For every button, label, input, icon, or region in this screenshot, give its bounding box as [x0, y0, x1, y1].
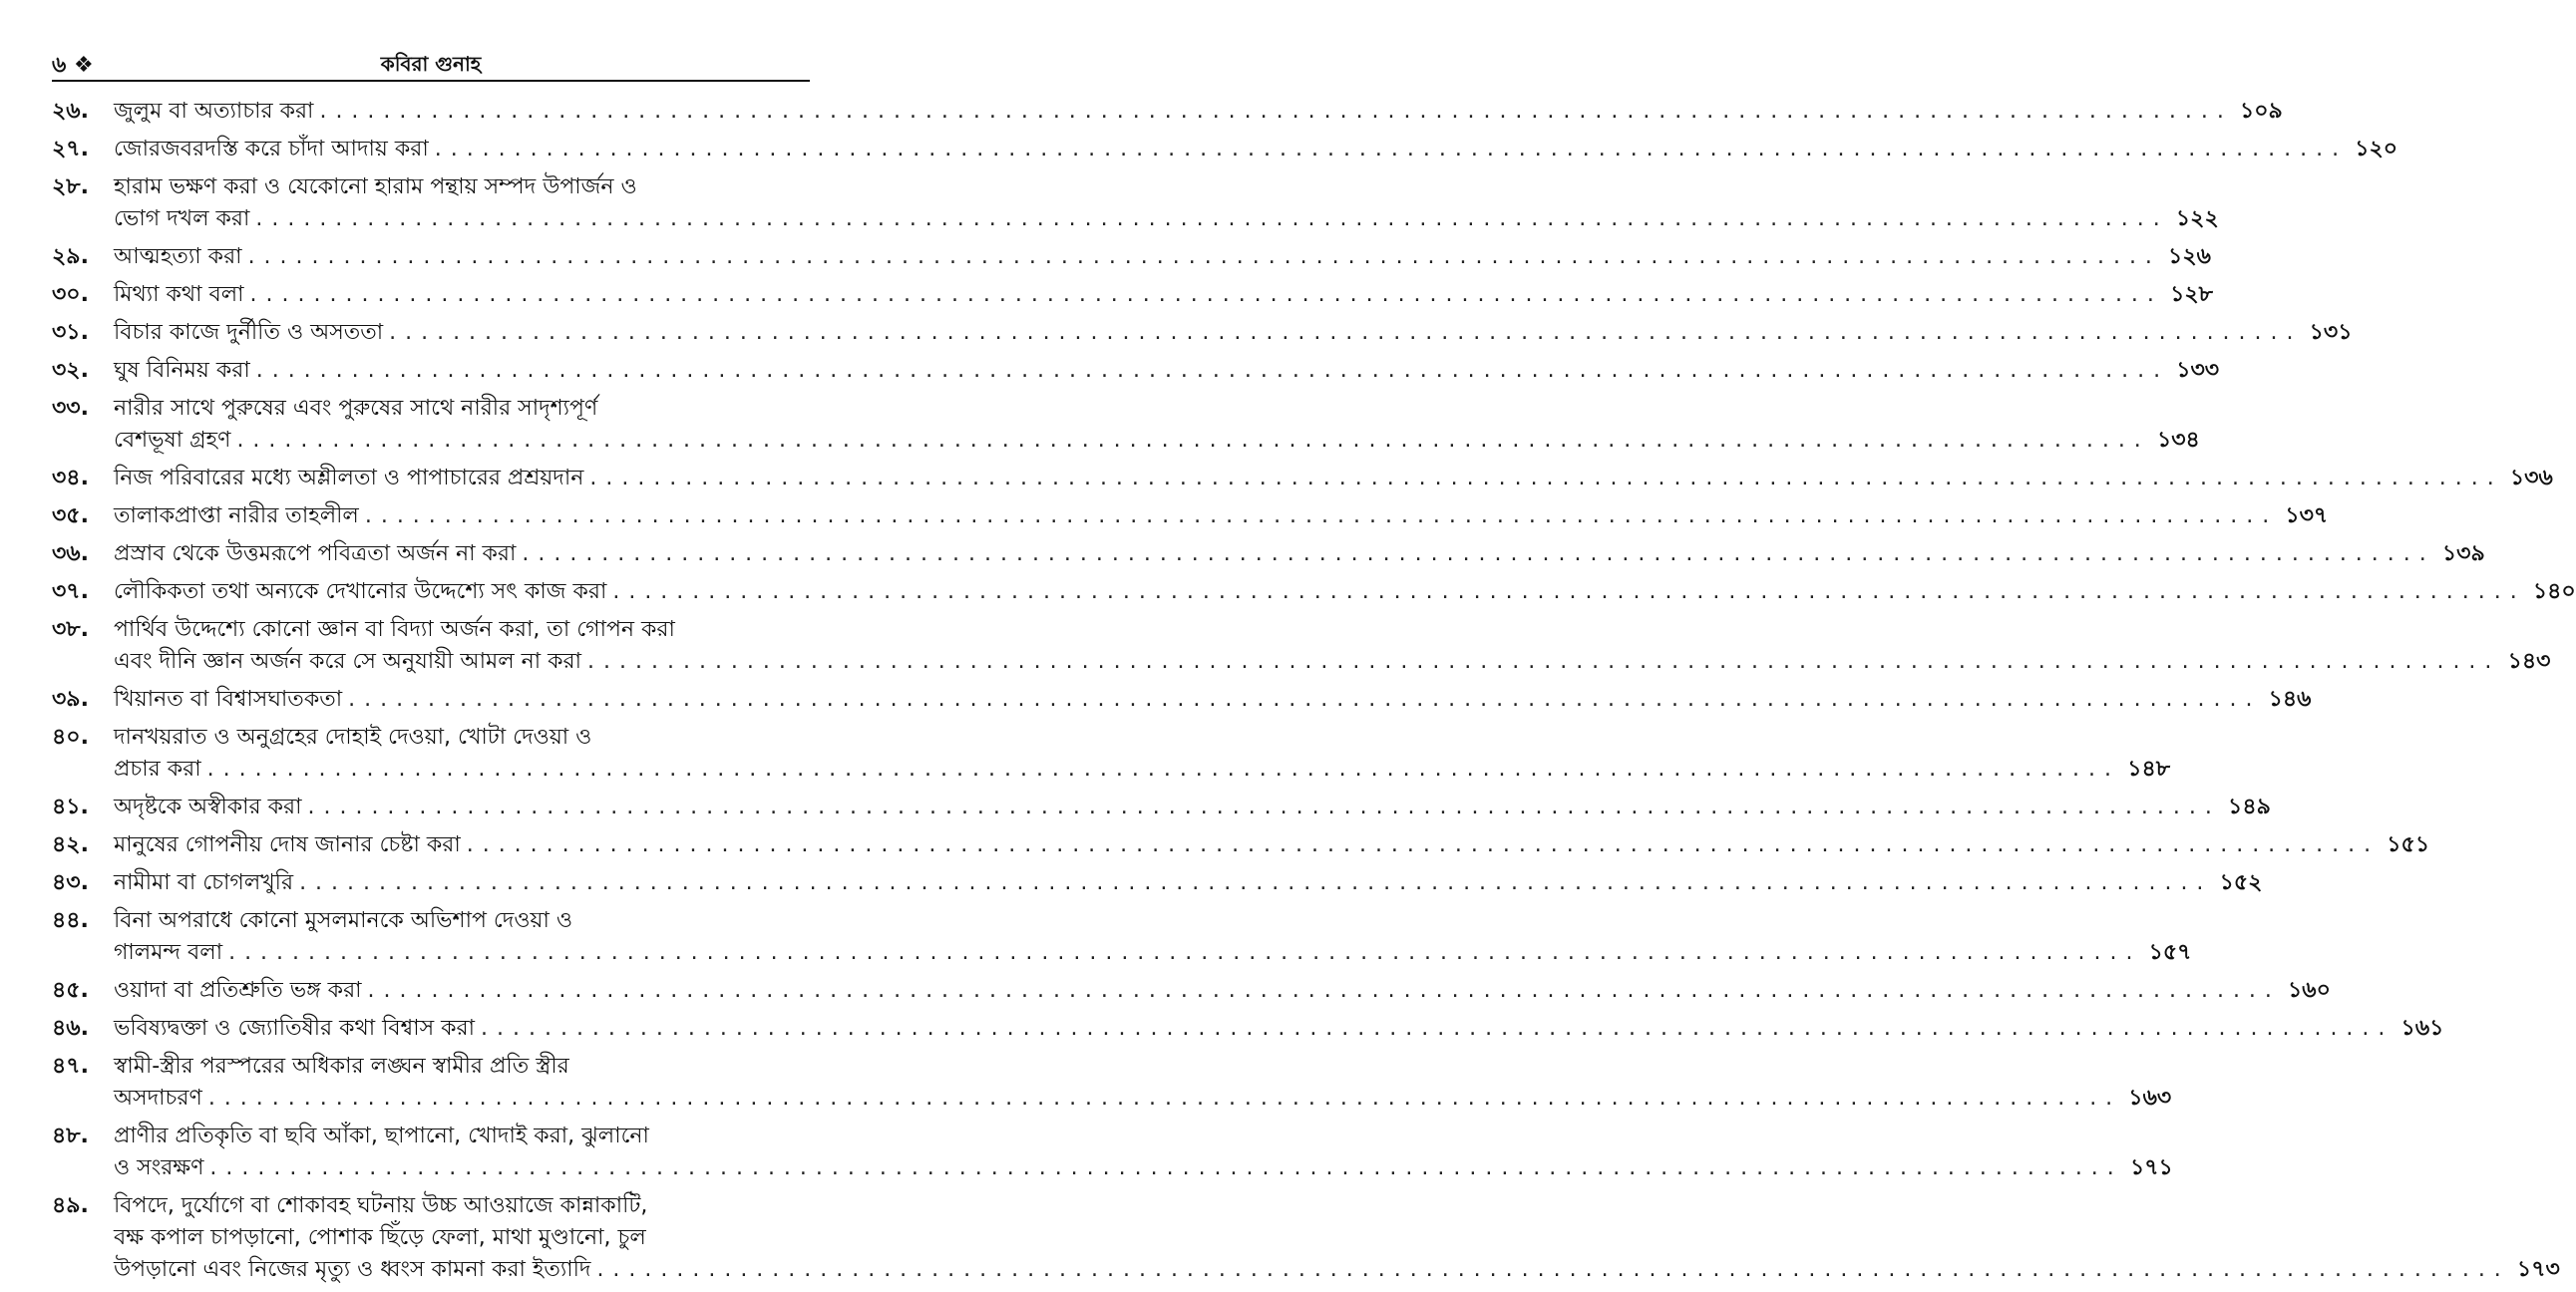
toc-entry-title: হারাম ভক্ষণ করা ও যেকোনো হারাম পন্থায় সম্পদ উপার্জন ও: [114, 174, 637, 199]
toc-entry: [52, 355, 2220, 387]
toc-entry: [52, 684, 2312, 716]
toc-entry: [52, 975, 2331, 1007]
toc-entry: [52, 241, 2211, 273]
toc-entry-title: বিপদে, দুর্যোগে বা শোকাবহ ঘটনায় উচ্চ আওয়াজে কান্নাকাটি,: [114, 1193, 648, 1218]
toc-entry-number: ৩৩.: [52, 396, 89, 421]
toc-page-number: ১৬১: [2400, 1016, 2444, 1041]
toc-entry-title: অদৃষ্টকে অস্বীকার করা: [114, 795, 302, 819]
dot-leader: . . . . . . . . . . . . . . . . . . . . . . . . . . . . . . . . . . . . . . . . . . . . . . . . . . . . . . . . . . . . . . . . . . . . . . . . . . . . . . . . . . . . . . . . . . . . . . . . . . . . . . . . . . . . . . . . . . . . . . . .: [389, 320, 2295, 345]
toc-entry: [52, 614, 2551, 678]
table-of-contents: [52, 96, 2576, 1292]
toc-line: [52, 754, 2171, 786]
toc-entry-number: ৩১.: [52, 320, 89, 345]
toc-line: [52, 1013, 2444, 1045]
toc-entry: [52, 1121, 2173, 1184]
page-number: ৬ ❖: [52, 53, 94, 78]
toc-entry: [52, 279, 2213, 311]
toc-entry-number: ২৭.: [52, 137, 89, 162]
toc-page-number: ১৪০: [2532, 579, 2576, 604]
toc-entry-title: ভবিষ্যদ্বক্তা ও জ্যোতিষীর কথা বিশ্বাস করা: [114, 1016, 476, 1041]
dot-leader: . . . . . . . . . . . . . . . . . . . . . . . . . . . . . . . . . . . . . . . . . . . . . . . . . . . . . . . . . . . . . . . . . . . . . . . . . . . . . . . . . . . . . . . . . . . . . . . . . . . . . . . . . . . . . . . . . . . . . . . .: [307, 795, 2213, 819]
dot-leader: . . . . . . . . . . . . . . . . . . . . . . . . . . . . . . . . . . . . . . . . . . . . . . . . . . . . . . . . . . . . . . . . . . . . . . . . . . . . . . . . . . . . . . . . . . . . . . . . . . . . . . . . . . . . . . . . . . . . . . . .: [612, 579, 2518, 604]
toc-entry-number: ৩৮.: [52, 617, 89, 642]
toc-entry: [52, 500, 2329, 532]
toc-line: [52, 500, 2329, 532]
toc-page-number: ১৪৮: [2127, 757, 2171, 782]
toc-entry-number: ৪১.: [52, 795, 89, 819]
toc-entry-number: ৪৬.: [52, 1016, 89, 1041]
dot-leader: . . . . . . . . . . . . . . . . . . . . . . . . . . . . . . . . . . . . . . . . . . . . . . . . . . . . . . . . . . . . . . . . . . . . . . . . . . . . . . . . . . . . . . . . . . . . . . . . . . . . . . . . . . . . . . . . . . . . . . . .: [255, 358, 2162, 383]
toc-entry: [52, 829, 2430, 861]
toc-entry-number: ৪৮.: [52, 1124, 89, 1148]
toc-line: [52, 792, 2271, 823]
toc-line: [52, 722, 810, 754]
dot-leader: . . . . . . . . . . . . . . . . . . . . . . . . . . . . . . . . . . . . . . . . . . . . . . . . . . . . . . . . . . . . . . . . . . . . . . . . . . . . . . . . . . . . . . . . . . . . . . . . . . . . . . . . . . . . . . . . . . . . . . . .: [228, 940, 2134, 965]
toc-page-number: ১৪৩: [2507, 649, 2551, 674]
toc-entry-title: প্রচার করা: [114, 757, 201, 782]
dot-leader: . . . . . . . . . . . . . . . . . . . . . . . . . . . . . . . . . . . . . . . . . . . . . . . . . . . . . . . . . . . . . . . . . . . . . . . . . . . . . . . . . . . . . . . . . . . . . . . . . . . . . . . . . . . . . . . . . . . . . . . .: [319, 99, 2225, 124]
toc-entry-number: ৪৫.: [52, 978, 89, 1003]
toc-line: [52, 937, 2192, 969]
toc-entry: [52, 317, 2353, 349]
toc-entry: [52, 1013, 2444, 1045]
toc-line: [52, 1051, 810, 1083]
toc-entry: [52, 792, 2271, 823]
dot-leader: . . . . . . . . . . . . . . . . . . . . . . . . . . . . . . . . . . . . . . . . . . . . . . . . . . . . . . . . . . . . . . . . . . . . . . . . . . . . . . . . . . . . . . . . . . . . . . . . . . . . . . . . . . . . . . . . . . . . . . . .: [367, 978, 2273, 1003]
toc-entry-title: মিথ্যা কথা বলা: [114, 282, 244, 307]
toc-page-number: ১৪৬: [2268, 687, 2312, 712]
toc-entry-title: বক্ষ কপাল চাপড়ানো, পোশাক ছিঁড়ে ফেলা, মাথা মুণ্ডানো, চুল: [114, 1225, 646, 1250]
toc-entry-title: লৌকিকতা তথা অন্যকে দেখানোর উদ্দেশ্যে সৎ কাজ করা: [114, 579, 607, 604]
toc-page-number: ১৩৪: [2156, 428, 2200, 453]
toc-entry: [52, 1051, 2172, 1115]
toc-entry-title: ওয়াদা বা প্রতিশ্রুতি ভঙ্গ করা: [114, 978, 362, 1003]
toc-entry-number: ৩২.: [52, 358, 89, 383]
toc-line: [52, 867, 2263, 899]
toc-entry-title: বিচার কাজে দুর্নীতি ও অসততা: [114, 320, 384, 345]
toc-page-number: ১৬৩: [2128, 1086, 2172, 1111]
toc-entry-title: প্রাণীর প্রতিকৃতি বা ছবি আঁকা, ছাপানো, খোদাই করা, ঝুলানো: [114, 1124, 649, 1148]
toc-entry-title: বেশভূষা গ্রহণ: [114, 428, 231, 453]
toc-entry-number: ৩০.: [52, 282, 89, 307]
toc-line: [52, 393, 810, 425]
toc-line: [52, 646, 2551, 678]
toc-entry-number: ২৬.: [52, 99, 89, 124]
toc-line: [52, 1222, 810, 1254]
toc-entry: [52, 171, 2219, 235]
toc-page-number: ১৫১: [2387, 832, 2430, 857]
dot-leader: . . . . . . . . . . . . . . . . . . . . . . . . . . . . . . . . . . . . . . . . . . . . . . . . . . . . . . . . . . . . . . . . . . . . . . . . . . . . . . . . . . . . . . . . . . . . . . . . . . . . . . . . . . . . . . . . . . . . . . . .: [364, 503, 2271, 528]
dot-leader: . . . . . . . . . . . . . . . . . . . . . . . . . . . . . . . . . . . . . . . . . . . . . . . . . . . . . . . . . . . . . . . . . . . . . . . . . . . . . . . . . . . . . . . . . . . . . . . . . . . . . . . . . . . . . . . . . . . . . . . .: [247, 244, 2153, 269]
toc-entry-number: ৩৯.: [52, 687, 89, 712]
dot-leader: . . . . . . . . . . . . . . . . . . . . . . . . . . . . . . . . . . . . . . . . . . . . . . . . . . . . . . . . . . . . . . . . . . . . . . . . . . . . . . . . . . . . . . . . . . . . . . . . . . . . . . . . . . . . . . . . . . . . . . . .: [207, 1086, 2114, 1111]
toc-line: [52, 538, 2485, 570]
toc-entry-number: ২৮.: [52, 174, 89, 199]
toc-entry: [52, 1190, 2560, 1286]
toc-entry-title: পার্থিব উদ্দেশ্যে কোনো জ্ঞান বা বিদ্যা অর্জন করা, তা গোপন করা: [114, 617, 675, 642]
toc-entry-number: ৩৫.: [52, 503, 89, 528]
toc-line: [52, 463, 2553, 494]
toc-entry-title: মানুষের গোপনীয় দোষ জানার চেষ্টা করা: [114, 832, 461, 857]
toc-entry: [52, 96, 2283, 128]
dot-leader: . . . . . . . . . . . . . . . . . . . . . . . . . . . . . . . . . . . . . . . . . . . . . . . . . . . . . . . . . . . . . . . . . . . . . . . . . . . . . . . . . . . . . . . . . . . . . . . . . . . . . . . . . . . . . . . . . . . . . . . .: [587, 649, 2493, 674]
toc-page-number: ১২৮: [2170, 282, 2213, 307]
dot-leader: . . . . . . . . . . . . . . . . . . . . . . . . . . . . . . . . . . . . . . . . . . . . . . . . . . . . . . . . . . . . . . . . . . . . . . . . . . . . . . . . . . . . . . . . . . . . . . . . . . . . . . . . . . . . . . . . . . . . . . . .: [209, 1155, 2115, 1180]
toc-entry-title: এবং দীনি জ্ঞান অর্জন করে সে অনুযায়ী আমল না করা: [114, 649, 582, 674]
toc-entry: [52, 393, 2200, 457]
toc-line: [52, 241, 2211, 273]
toc-entry: [52, 867, 2263, 899]
toc-line: [52, 905, 810, 937]
toc-entry-number: ৪২.: [52, 832, 89, 857]
toc-entry-title: স্বামী-স্ত্রীর পরস্পরের অধিকার লঙ্ঘন স্বামীর প্রতি স্ত্রীর: [114, 1054, 569, 1079]
toc-entry-number: ২৯.: [52, 244, 89, 269]
toc-entry-number: ৪৭.: [52, 1054, 89, 1079]
toc-entry-title: অসদাচরণ: [114, 1086, 202, 1111]
dot-leader: . . . . . . . . . . . . . . . . . . . . . . . . . . . . . . . . . . . . . . . . . . . . . . . . . . . . . . . . . . . . . . . . . . . . . . . . . . . . . . . . . . . . . . . . . . . . . . . . . . . . . . . . . . . . . . . . . . . . . . . .: [255, 206, 2161, 231]
toc-line: [52, 425, 2200, 457]
toc-line: [52, 279, 2213, 311]
toc-page-number: ১৩৭: [2285, 503, 2329, 528]
dot-leader: . . . . . . . . . . . . . . . . . . . . . . . . . . . . . . . . . . . . . . . . . . . . . . . . . . . . . . . . . . . . . . . . . . . . . . . . . . . . . . . . . . . . . . . . . . . . . . . . . . . . . . . . . . . . . . . . . . . . . . . .: [522, 541, 2427, 566]
dot-leader: . . . . . . . . . . . . . . . . . . . . . . . . . . . . . . . . . . . . . . . . . . . . . . . . . . . . . . . . . . . . . . . . . . . . . . . . . . . . . . . . . . . . . . . . . . . . . . . . . . . . . . . . . . . . . . . . . . . . . . . .: [481, 1016, 2387, 1041]
toc-entry-title: উপড়ানো এবং নিজের মৃত্যু ও ধ্বংস কামনা করা ইত্যাদি: [114, 1257, 591, 1282]
toc-entry-title: জুলুম বা অত্যাচার করা: [114, 99, 314, 124]
toc-line: [52, 1254, 2560, 1286]
toc-page-number: ১৩৩: [2176, 358, 2220, 383]
toc-page-number: ১৩৬: [2509, 466, 2553, 490]
toc-page-number: ১৫২: [2219, 870, 2263, 895]
toc-page-number: ১২২: [2175, 206, 2219, 231]
toc-line: [52, 1083, 2172, 1115]
toc-entry: [52, 905, 2192, 969]
toc-entry-number: ৩৭.: [52, 579, 89, 604]
toc-line: [52, 171, 810, 203]
toc-line: [52, 1121, 810, 1152]
toc-page-number: ১০৯: [2239, 99, 2283, 124]
toc-entry-title: জোরজবরদস্তি করে চাঁদা আদায় করা: [114, 137, 429, 162]
toc-page-number: ১৭১: [2129, 1155, 2173, 1180]
toc-entry-title: তালাকপ্রাপ্তা নারীর তাহলীল: [114, 503, 359, 528]
toc-entry-title: গালমন্দ বলা: [114, 940, 223, 965]
toc-line: [52, 975, 2331, 1007]
dot-leader: . . . . . . . . . . . . . . . . . . . . . . . . . . . . . . . . . . . . . . . . . . . . . . . . . . . . . . . . . . . . . . . . . . . . . . . . . . . . . . . . . . . . . . . . . . . . . . . . . . . . . . . . . . . . . . . . . . . . . . . .: [236, 428, 2142, 453]
dot-leader: . . . . . . . . . . . . . . . . . . . . . . . . . . . . . . . . . . . . . . . . . . . . . . . . . . . . . . . . . . . . . . . . . . . . . . . . . . . . . . . . . . . . . . . . . . . . . . . . . . . . . . . . . . . . . . . . . . . . . . . .: [434, 137, 2341, 162]
toc-page-number: ১৪৯: [2228, 795, 2271, 819]
toc-entry-number: ৪৩.: [52, 870, 89, 895]
page-header: [52, 44, 810, 82]
toc-page-number: ১২০: [2355, 137, 2398, 162]
toc-entry: [52, 538, 2485, 570]
toc-entry-title: ঘুষ বিনিময় করা: [114, 358, 250, 383]
dot-leader: . . . . . . . . . . . . . . . . . . . . . . . . . . . . . . . . . . . . . . . . . . . . . . . . . . . . . . . . . . . . . . . . . . . . . . . . . . . . . . . . . . . . . . . . . . . . . . . . . . . . . . . . . . . . . . . . . . . . . . . .: [466, 832, 2373, 857]
toc-entry-number: ৪৪.: [52, 908, 89, 933]
toc-entry-title: আত্মহত্যা করা: [114, 244, 242, 269]
toc-entry-title: প্রস্রাব থেকে উত্তমরূপে পবিত্রতা অর্জন না করা: [114, 541, 517, 566]
toc-line: [52, 134, 2398, 165]
toc-page-number: ১৫৭: [2148, 940, 2192, 965]
toc-entry-number: ৩৬.: [52, 541, 89, 566]
toc-entry-number: ৪৯.: [52, 1193, 89, 1218]
toc-entry: [52, 463, 2553, 494]
toc-line: [52, 1190, 810, 1222]
toc-entry-number: ৩৪.: [52, 466, 89, 490]
dot-leader: . . . . . . . . . . . . . . . . . . . . . . . . . . . . . . . . . . . . . . . . . . . . . . . . . . . . . . . . . . . . . . . . . . . . . . . . . . . . . . . . . . . . . . . . . . . . . . . . . . . . . . . . . . . . . . . . . . . . . . . .: [348, 687, 2254, 712]
toc-page-number: ১৬০: [2288, 978, 2331, 1003]
toc-page-number: ১২৬: [2168, 244, 2211, 269]
toc-line: [52, 96, 2283, 128]
dot-leader: . . . . . . . . . . . . . . . . . . . . . . . . . . . . . . . . . . . . . . . . . . . . . . . . . . . . . . . . . . . . . . . . . . . . . . . . . . . . . . . . . . . . . . . . . . . . . . . . . . . . . . . . . . . . . . . . . . . . . . . .: [299, 870, 2205, 895]
toc-line: [52, 829, 2430, 861]
toc-entry-title: বিনা অপরাধে কোনো মুসলমানকে অভিশাপ দেওয়া ও: [114, 908, 573, 933]
toc-entry-title: নিজ পরিবারের মধ্যে অশ্লীলতা ও পাপাচারের প্রশ্রয়দান: [114, 466, 584, 490]
toc-line: [52, 684, 2312, 716]
dot-leader: . . . . . . . . . . . . . . . . . . . . . . . . . . . . . . . . . . . . . . . . . . . . . . . . . . . . . . . . . . . . . . . . . . . . . . . . . . . . . . . . . . . . . . . . . . . . . . . . . . . . . . . . . . . . . . . . . . . . . . . .: [206, 757, 2113, 782]
toc-entry-title: ও সংরক্ষণ: [114, 1155, 204, 1180]
toc-line: [52, 203, 2219, 235]
toc-line: [52, 317, 2353, 349]
toc-page-number: ১৭৩: [2516, 1257, 2560, 1282]
toc-page-number: ১৩৯: [2441, 541, 2485, 566]
toc-entry-title: নারীর সাথে পুরুষের এবং পুরুষের সাথে নারীর সাদৃশ্যপূর্ণ: [114, 396, 598, 421]
toc-entry-number: ৪০.: [52, 725, 89, 750]
toc-line: [52, 355, 2220, 387]
toc-line: [52, 614, 810, 646]
toc-entry: [52, 134, 2398, 165]
toc-entry-title: ভোগ দখল করা: [114, 206, 250, 231]
dot-leader: . . . . . . . . . . . . . . . . . . . . . . . . . . . . . . . . . . . . . . . . . . . . . . . . . . . . . . . . . . . . . . . . . . . . . . . . . . . . . . . . . . . . . . . . . . . . . . . . . . . . . . . . . . . . . . . . . . . . . . . .: [589, 466, 2495, 490]
toc-page-number: ১৩১: [2309, 320, 2353, 345]
toc-entry-title: দানখয়রাত ও অনুগ্রহের দোহাই দেওয়া, খোটা দেওয়া ও: [114, 725, 592, 750]
toc-entry: [52, 722, 2171, 786]
toc-entry-title: নামীমা বা চোগলখুরি: [114, 870, 294, 895]
book-title: কবিরা গুনাহ: [380, 52, 482, 76]
toc-line: [52, 1152, 2173, 1184]
dot-leader: . . . . . . . . . . . . . . . . . . . . . . . . . . . . . . . . . . . . . . . . . . . . . . . . . . . . . . . . . . . . . . . . . . . . . . . . . . . . . . . . . . . . . . . . . . . . . . . . . . . . . . . . . . . . . . . . . . . . . . . .: [596, 1257, 2502, 1282]
dot-leader: . . . . . . . . . . . . . . . . . . . . . . . . . . . . . . . . . . . . . . . . . . . . . . . . . . . . . . . . . . . . . . . . . . . . . . . . . . . . . . . . . . . . . . . . . . . . . . . . . . . . . . . . . . . . . . . . . . . . . . . .: [249, 282, 2155, 307]
toc-line: [52, 576, 2576, 608]
toc-entry-title: খিয়ানত বা বিশ্বাসঘাতকতা: [114, 687, 343, 712]
toc-entry: [52, 576, 2576, 608]
